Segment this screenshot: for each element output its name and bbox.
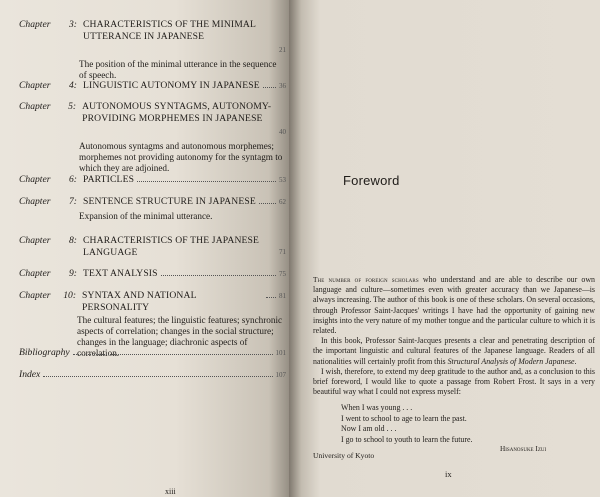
chapter-number: 7: <box>69 196 77 207</box>
page-number: 40 <box>279 128 286 136</box>
chapter-label: Chapter <box>19 290 51 301</box>
poem-line: I went to school to age to learn the past. <box>341 413 467 423</box>
dot-leader <box>137 181 276 182</box>
chapter-title: PARTICLES <box>83 174 135 185</box>
dot-leader <box>266 297 276 298</box>
poem-line: When I was young . . . <box>341 403 413 412</box>
dot-leader <box>43 376 272 377</box>
toc-chapter-4 <box>19 80 286 93</box>
chapter-number: 3: <box>69 19 77 30</box>
chapter-description: Expansion of the minimal utterance. <box>79 210 213 221</box>
toc-chapter-7 <box>19 196 286 222</box>
chapter-description: Autonomous syntagms and autonomous morphemes; morphemes not providing autonomy for the syntagm to which they are adjoined. <box>79 140 283 173</box>
chapter-label: Chapter <box>19 235 51 246</box>
page-number: 81 <box>278 292 286 300</box>
chapter-label: Chapter <box>19 196 51 207</box>
dot-leader <box>259 203 276 204</box>
page-number: 101 <box>275 349 286 357</box>
toc-index <box>19 369 286 380</box>
chapter-title: CHARACTERISTICS OF THE MINIMAL UTTERANCE IN JAPANESE <box>83 19 256 42</box>
author-name: Hisanosuke Izui <box>500 444 547 453</box>
chapter-label: Chapter <box>19 268 51 279</box>
page-number: 53 <box>279 176 286 184</box>
toc-chapter-3 <box>19 19 286 81</box>
book-title-italic: Structural Analysis of Modern Japanese <box>447 356 575 366</box>
page-number: 75 <box>279 270 286 278</box>
chapter-number: 10: <box>63 290 77 301</box>
chapter-description: The position of the minimal utterance in the sequence of speech. <box>79 58 277 80</box>
dot-leader <box>263 87 276 88</box>
bibliography-label: Bibliography <box>19 347 70 358</box>
chapter-number: 9: <box>69 268 77 279</box>
chapter-label: Chapter <box>19 80 51 91</box>
page-folio: xiii <box>165 487 176 496</box>
chapter-number: 6: <box>69 174 77 185</box>
chapter-title: SENTENCE STRUCTURE IN JAPANESE <box>83 196 256 207</box>
chapter-title: CHARACTERISTICS OF THE JAPANESE LANGUAGE <box>83 235 260 258</box>
chapter-number: 4: <box>69 80 77 91</box>
foreword-paragraph-1 <box>313 275 595 336</box>
foreword-body <box>313 275 595 397</box>
page-number: 36 <box>279 82 286 90</box>
chapter-number: 5: <box>68 101 77 112</box>
toc-bibliography <box>19 347 286 358</box>
lead-in-smallcaps: The number of foreign scholars <box>313 275 419 284</box>
chapter-title: TEXT ANALYSIS <box>83 268 158 279</box>
page-number: 107 <box>275 371 286 379</box>
chapter-label: Chapter <box>19 101 51 112</box>
toc-chapter-5 <box>19 101 286 174</box>
chapter-description: The cultural features; the linguistic features; synchronic aspects of correlation; changes in the social structure; changes in the language; diachronic aspects of correlation. <box>77 315 283 358</box>
dot-leader <box>73 354 273 355</box>
page-number: 62 <box>279 198 286 206</box>
affiliation: University of Kyoto <box>313 451 375 460</box>
page-number: 21 <box>279 46 286 54</box>
chapter-label: Chapter <box>19 19 51 30</box>
foreword-title: Foreword <box>343 173 400 188</box>
chapter-title: LINGUISTIC AUTONOMY IN JAPANESE <box>83 80 260 91</box>
toc-chapter-9 <box>19 268 286 281</box>
chapter-title: AUTONOMOUS SYNTAGMS, AUTONOMY-PROVIDING MORPHEMES IN JAPANESE <box>82 101 272 124</box>
paragraph-text: . <box>574 356 577 366</box>
chapter-title: SYNTAX AND NATIONAL PERSONALITY <box>82 290 197 313</box>
paragraph-text: who understand and are able to describe our own language and culture—sometimes even with greater accuracy than we Japanese—is always increasing. The author of this book is one of these scholars. On several occasions, through Professor Saint-Jacques' writings I have had the opportunity of gaining new insights into the very nature of my mother tongue and the particular culture to which it is related. <box>313 275 595 336</box>
index-label: Index <box>19 369 41 380</box>
toc-chapter-8 <box>19 235 286 259</box>
page-number: 71 <box>279 248 286 256</box>
left-page-toc <box>0 0 292 497</box>
dot-leader <box>161 275 276 276</box>
toc-chapter-6 <box>19 174 286 187</box>
foreword-paragraph-2 <box>313 336 595 367</box>
paragraph-text: In this book, Professor Saint-Jacques presents a clear and penetrating description of the important linguistic and cultural features of the Japanese language. Readers of all nationalities will certainly profit from this <box>313 336 595 366</box>
paragraph-text: I wish, therefore, to extend my deep gratitude to the author and, as a conclusion to this brief foreword, I would like to quote a passage from Robert Frost. It says in a very beautiful way what I could not express myself: <box>313 366 595 397</box>
chapter-number: 8: <box>69 235 77 246</box>
page-number-right: ix <box>445 469 452 479</box>
chapter-label: Chapter <box>19 174 51 185</box>
poem-line: I go to school to youth to learn the future. <box>341 434 473 444</box>
poem-line: Now I am old . . . <box>341 424 397 433</box>
foreword-paragraph-3 <box>313 367 595 398</box>
